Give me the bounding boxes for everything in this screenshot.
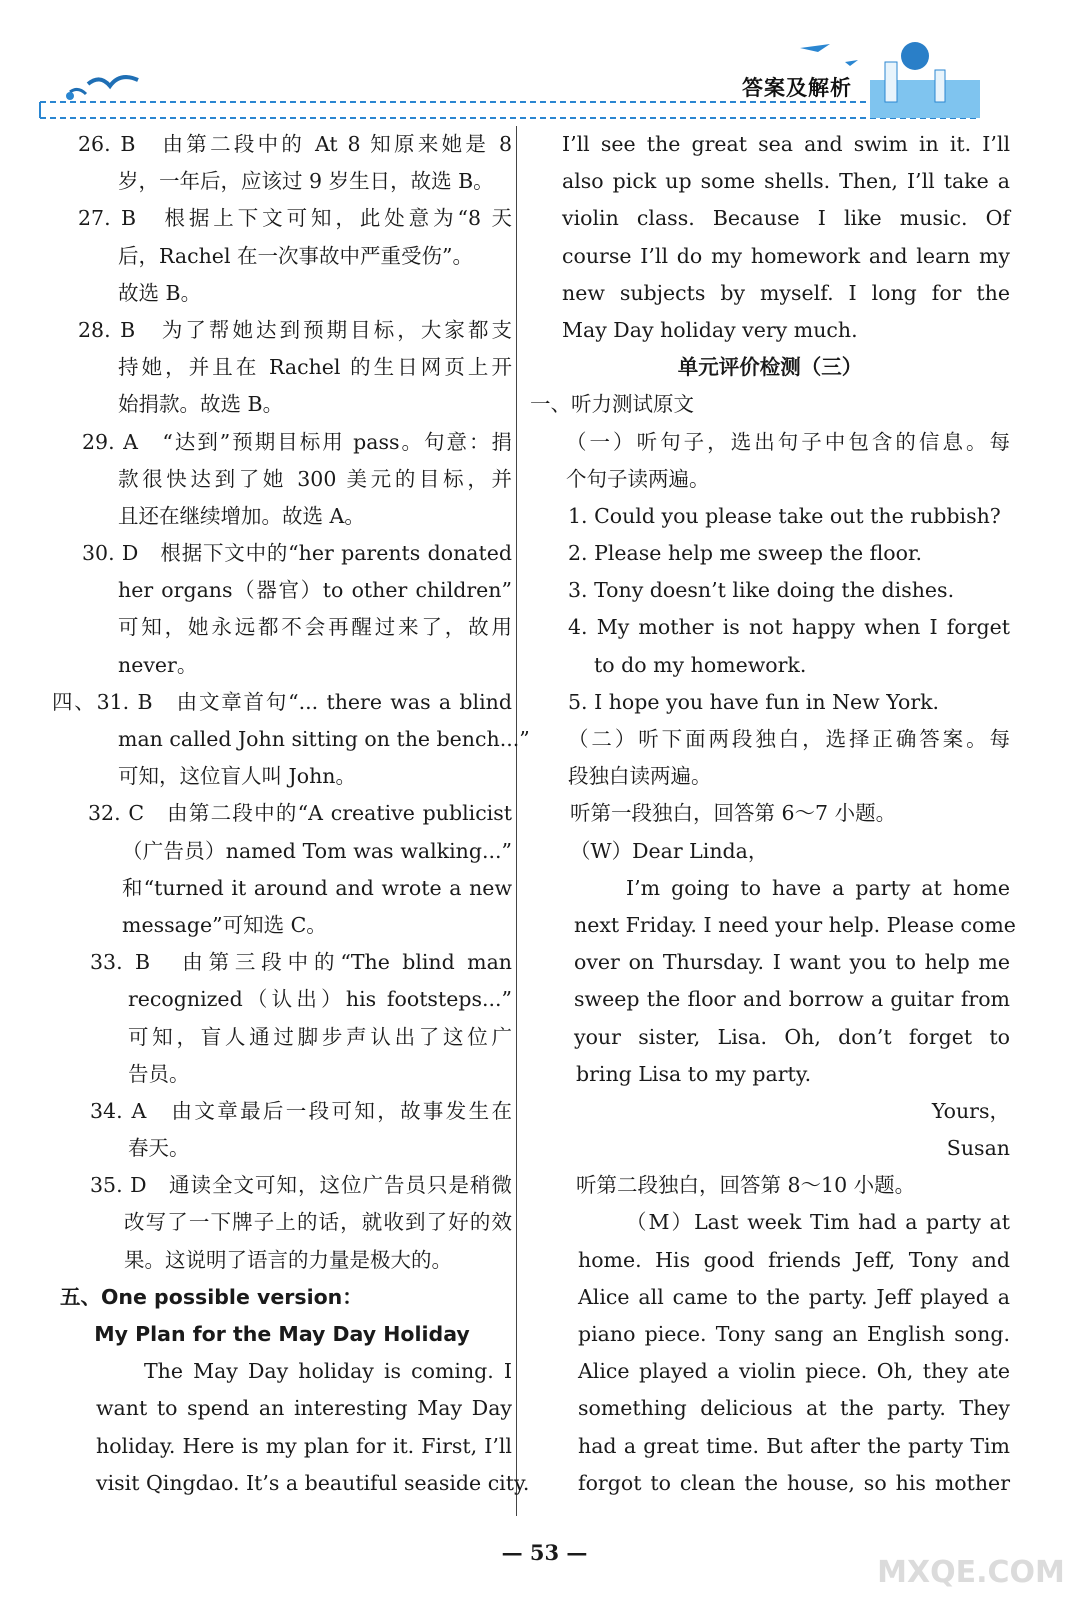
text-line: 29. A “达到”预期目标用 pass。句意：捐: [82, 429, 512, 454]
text-line: 35. D 通读全文可知，这位广告员只是稍微: [90, 1173, 512, 1198]
text-line: 五、One possible version：: [60, 1284, 363, 1309]
text-line: had a great time. But after the party Tim: [578, 1433, 1010, 1458]
text-line: （M）Last week Tim had a party at: [626, 1210, 1010, 1235]
bird-icon: [800, 44, 830, 52]
text-line: sweep the floor and borrow a guitar from: [574, 987, 1010, 1012]
text-line: 33. B 由第三段中的“The blind man: [90, 950, 512, 975]
text-line: visit Qingdao. It’s a beautiful seaside city.: [96, 1470, 530, 1495]
text-line: 故选 B。: [118, 280, 202, 305]
seagull-icon: [88, 77, 138, 86]
page-number: — 53 —: [501, 1540, 588, 1565]
text-line: new subjects by myself. I long for the: [562, 280, 1010, 305]
text-line: 后，Rachel 在一次事故中严重受伤”。: [118, 243, 473, 268]
text-line: 可知，她永远都不会再醒过来了，故用: [118, 615, 512, 640]
text-line: 单元评价检测（三）: [677, 355, 863, 380]
text-line: 始捐款。故选 B。: [118, 392, 284, 417]
text-line: 听第一段独白，回答第 6～7 小题。: [570, 801, 897, 826]
text-line: man called John sitting on the bench...”: [118, 727, 530, 751]
page-header: [0, 0, 1089, 130]
text-line: 32. C 由第二段中的“A creative publicist: [88, 801, 512, 826]
text-line: My Plan for the May Day Holiday: [94, 1322, 470, 1346]
header-banner: [0, 0, 1089, 130]
globe-icon: [901, 42, 929, 70]
text-line: 一、听力测试原文: [530, 392, 694, 417]
text-line: 27. B 根据上下文可知，此处意为“8 天: [78, 206, 512, 231]
text-line: 26. B 由第二段中的 At 8 知原来她是 8: [78, 132, 512, 156]
text-line: Susan: [946, 1136, 1010, 1161]
text-line: I’ll see the great sea and swim in it. I’ll: [562, 132, 1010, 156]
text-line: 款很快达到了她 300 美元的目标，并: [118, 466, 512, 491]
text-line: also pick up some shells. Then, I’ll take a: [562, 169, 1010, 194]
text-line: The May Day holiday is coming. I: [144, 1359, 512, 1384]
text-line: 30. D 根据下文中的“her parents donated: [82, 541, 512, 566]
text-line: 持她，并且在 Rachel 的生日网页上开: [118, 355, 512, 380]
text-line: 听第二段独白，回答第 8～10 小题。: [576, 1173, 916, 1198]
text-line: bring Lisa to my party.: [576, 1061, 812, 1086]
text-line: 3. Tony doesn’t like doing the dishes.: [568, 578, 955, 603]
text-line: 岁，一年后，应该过 9 岁生日，故选 B。: [118, 169, 494, 194]
text-line: （一）听句子，选出句子中包含的信息。每: [566, 429, 1010, 454]
text-line: 春天。: [128, 1136, 190, 1161]
text-line: 告员。: [128, 1061, 190, 1086]
text-line: her organs（器官）to other children”: [118, 578, 512, 603]
text-line: recognized（认出）his footsteps...”: [128, 987, 512, 1012]
text-line: to do my homework.: [594, 652, 807, 677]
text-line: 改写了一下牌子上的话，就收到了好的效: [124, 1210, 512, 1235]
text-line: May Day holiday very much.: [562, 317, 858, 342]
text-line: over on Thursday. I want you to help me: [574, 950, 1010, 975]
text-line: home. His good friends Jeff, Tony and: [578, 1247, 1010, 1272]
watermark-text: MXQE.COM: [877, 1555, 1065, 1590]
text-line: violin class. Because I like music. Of: [562, 206, 1010, 231]
text-line: （W）Dear Linda，: [570, 838, 769, 863]
text-line: holiday. Here is my plan for it. First, I’ll: [96, 1433, 512, 1458]
header-title: 答案及解析: [742, 76, 852, 100]
text-line: want to spend an interesting May Day: [96, 1396, 512, 1421]
text-line: 28. B 为了帮她达到预期目标，大家都支: [78, 317, 512, 342]
text-line: I’m going to have a party at home: [626, 875, 1010, 900]
text-line: something delicious at the party. They: [578, 1396, 1010, 1421]
text-line: （广告员）named Tom was walking...”: [122, 838, 512, 863]
text-line: your sister, Lisa. Oh, don’t forget to: [574, 1024, 1010, 1049]
text-line: course I’ll do my homework and learn my: [562, 243, 1010, 268]
text-line: next Friday. I need your help. Please come: [574, 912, 1016, 937]
text-line: Yours，: [931, 1098, 1010, 1123]
right-column: [530, 126, 1016, 1502]
text-line: 个句子读两遍。: [566, 466, 710, 491]
text-line: 可知，盲人通过脚步声认出了这位广: [128, 1024, 512, 1049]
text-line: 段独白读两遍。: [568, 764, 712, 789]
text-line: forgot to clean the house, so his mother: [578, 1470, 1010, 1495]
text-line: Alice played a violin piece. Oh, they ate: [578, 1359, 1010, 1384]
text-line: 可知，这位盲人叫 John。: [118, 764, 356, 789]
text-line: 4. My mother is not happy when I forget: [568, 615, 1010, 640]
text-line: （二）听下面两段独白，选择正确答案。每: [568, 727, 1010, 751]
text-line: 和“turned it around and wrote a new: [122, 875, 512, 900]
text-line: Alice all came to the party. Jeff played a: [578, 1284, 1010, 1309]
text-line: never。: [118, 652, 198, 677]
text-line: 5. I hope you have fun in New York.: [568, 689, 940, 714]
text-line: 2. Please help me sweep the floor.: [568, 541, 923, 566]
text-line: 34. A 由文章最后一段可知，故事发生在: [90, 1098, 512, 1123]
text-line: 果。这说明了语言的力量是极大的。: [124, 1247, 452, 1272]
text-line: message”可知选 C。: [122, 912, 327, 937]
text-line: 且还在继续增加。故选 A。: [118, 503, 365, 528]
watermark-logo: [871, 1522, 1071, 1592]
text-line: 四、31. B 由文章首句“... there was a blind: [52, 689, 512, 714]
text-line: piano piece. Tony sang an English song.: [578, 1322, 1010, 1346]
column-divider: [516, 126, 517, 1516]
left-column: [52, 126, 530, 1502]
text-line: 1. Could you please take out the rubbish?: [568, 503, 1001, 528]
